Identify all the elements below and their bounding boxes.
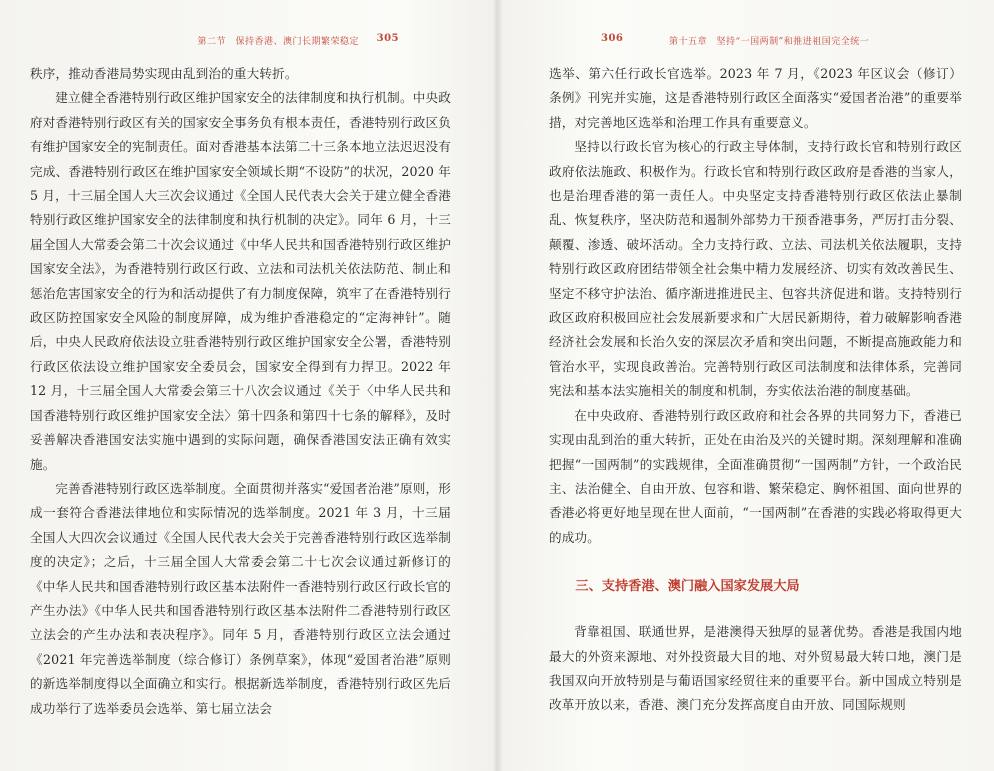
page-number: 306 [601, 33, 624, 44]
left-page-header [30, 0, 451, 47]
paragraph: 背靠祖国、联通世界，是港澳得天独厚的显著优势。香港是我国内地最大的外资来源地、对外投资最大目的地、对外贸易最大转口地，澳门是我国双向开放特别是与葡语国家经贸往来的重要平台。新中国成立特别是改革开放以来，香港、澳门充分发挥高度自由开放、同国际规则 [549, 624, 962, 713]
paragraph: 坚持以行政长官为核心的行政主导体制，支持行政长官和特别行政区政府依法施政、积极作为。行政长官和特别行政区政府是香港的当家人，也是治理香港的第一责任人。中央坚定支持香港特别行政区依法止暴制乱、恢复秩序，坚决防范和遏制外部势力干预香港事务，严厉打击分裂、颠覆、渗透、破坏活动。全力支持行政、立法、司法机关依法履职，支持特别行政区政府团结带领全社会集中精力发展经济、切实有效改善民生、坚定不移守护法治、循序渐进推进民主、包容共济促进和谐。支持特别行政区政府积极回应社会发展新要求和广大居民新期待，着力破解影响香港经济社会发展和长治久安的深层次矛盾和突出问题，不断提高施政能力和管治水平，实现良政善治。完善特别行政区司法制度和法律体系，完善同宪法和基本法实施相关的制度和机制，夯实依法治港的制度基础。 [549, 139, 962, 399]
running-header: 第二节 保持香港、澳门长期繁荣稳定 [197, 37, 359, 47]
page-number: 305 [376, 33, 399, 44]
paragraph: 完善香港特别行政区选举制度。全面贯彻并落实“爱国者治港”原则，形成一套符合香港法律地位和实际情况的选举制度。2021 年 3 月，十三届全国人大四次会议通过《全国人民代表大会关于完善香港特别行政区选举制度的决定》；之后，十三届全国人大常委会第二十七次会议通过新修订的《中华人民共和国香港特别行政区基本法附件一香港特别行政区行政长官的产生办法》《中华人民共和国香港特别行政区基本法附件二香港特别行政区立法会的产生办法和表决程序》。同年 5 月，香港特别行政区立法会通过《2021 年完善选举制度（综合修订）条例草案》，体现“爱国者治港”原则的新选举制度得以全面确立和实行。根据新选举制度，香港特别行政区先后成功举行了选举委员会选举、第七届立法会 [30, 480, 451, 716]
paragraph: 建立健全香港特别行政区维护国家安全的法律制度和执行机制。中央政府对香港特别行政区有关的国家安全事务负有根本责任，香港特别行政区负有维护国家安全的宪制责任。面对香港基本法第二十三条本地立法迟迟没有完成、香港特别行政区在维护国家安全领域长期“不设防”的状况，2020 年 5 月，十三届全国人大三次会议通过《全国人民代表大会关于建立健全香港特别行政区维护国家安全的法律制度和执行机制的决定》。同年 6 月，十三届全国人大常委会第二十次会议通过《中华人民共和国香港特别行政区维护国家安全法》，为香港特别行政区行政、立法和司法机关依法防范、制止和惩治危害国家安全的行为和活动提供了有力制度保障，筑牢了在香港特别行政区防控国家安全风险的制度屏障，成为维护香港稳定的“定海神针”。随后，中央人民政府依法设立驻香港特别行政区维护国家安全公署，香港特别行政区依法设立维护国家安全委员会，国家安全得到有力捍卫。2022 年 12 月，十三届全国人大常委会第三十八次会议通过《关于〈中华人民共和国香港特别行政区维护国家安全法〉第十四条和第四十七条的解释》，及时妥善解决香港国安法实施中遇到的实际问题，确保香港国安法正确有效实施。 [30, 90, 451, 472]
right-page-header [549, 0, 962, 47]
paragraph: 选举、第六任行政长官选举。2023 年 7 月，《2023 年区议会（修订）条例》刊宪并实施，这是香港特别行政区全面落实“爱国者治港”的重要举措，对完善地区选举和治理工作具有重要意义。 [549, 66, 962, 130]
running-header: 第十五章 坚持“一国两制”和推进祖国完全统一 [669, 37, 870, 47]
paragraph: 在中央政府、香港特别行政区政府和社会各界的共同努力下，香港已实现由乱到治的重大转折，正处在由治及兴的关键时期。深刻理解和准确把握“一国两制”的实践规律，全面准确贯彻“一国两制”方针，一个政治民主、法治健全、自由开放、包容和谐、繁荣稳定、胸怀祖国、面向世界的香港必将更好地呈现在世人面前，“一国两制”在香港的实践必将取得更大的成功。 [549, 407, 962, 545]
paragraph: 秩序，推动香港局势实现由乱到治的重大转折。 [30, 66, 298, 81]
left-page-body [30, 62, 451, 721]
right-page-body [549, 62, 962, 718]
section-heading: 三、支持香港、澳门融入国家发展大局 [575, 579, 800, 595]
right-page [497, 0, 994, 771]
